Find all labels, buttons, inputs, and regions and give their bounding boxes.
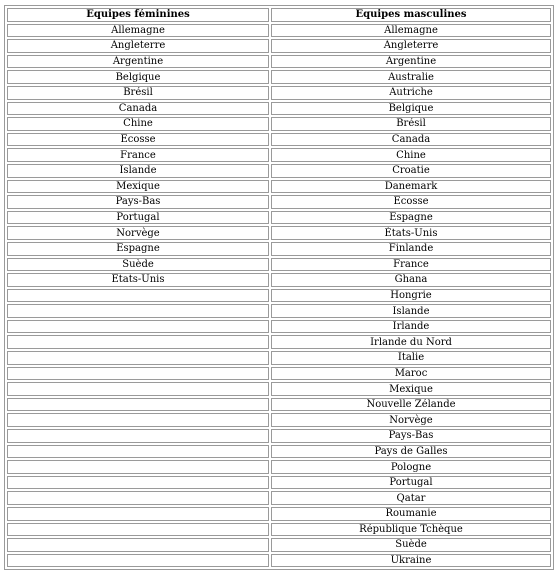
mens-team-cell: Allemagne <box>271 24 551 38</box>
table-row <box>7 304 551 318</box>
womens-team-cell: Argentine <box>7 55 269 69</box>
table-row <box>7 507 551 521</box>
teams-table-container <box>4 5 554 570</box>
womens-team-cell: Suède <box>7 258 269 272</box>
mens-team-cell: Suède <box>271 538 551 552</box>
womens-team-cell: Mexique <box>7 180 269 194</box>
womens-team-cell <box>7 429 269 443</box>
mens-team-cell: Finlande <box>271 242 551 256</box>
table-row <box>7 335 551 349</box>
mens-team-cell: Mexique <box>271 382 551 396</box>
mens-team-cell: Australie <box>271 70 551 84</box>
table-row <box>7 382 551 396</box>
table-row <box>7 39 551 53</box>
mens-team-cell: Ukraine <box>271 554 551 568</box>
mens-team-cell: Chine <box>271 148 551 162</box>
table-row <box>7 164 551 178</box>
womens-team-cell: Canada <box>7 102 269 116</box>
mens-team-cell: Argentine <box>271 55 551 69</box>
table-row <box>7 445 551 459</box>
table-row <box>7 351 551 365</box>
table-row <box>7 491 551 505</box>
table-row <box>7 242 551 256</box>
womens-team-cell <box>7 320 269 334</box>
table-row <box>7 523 551 537</box>
womens-team-cell: Espagne <box>7 242 269 256</box>
womens-team-cell <box>7 554 269 568</box>
mens-team-cell: Nouvelle Zélande <box>271 398 551 412</box>
womens-team-cell <box>7 382 269 396</box>
table-row <box>7 86 551 100</box>
womens-team-cell: Pays-Bas <box>7 195 269 209</box>
table-row <box>7 476 551 490</box>
table-row <box>7 258 551 272</box>
womens-team-cell <box>7 460 269 474</box>
womens-team-cell <box>7 398 269 412</box>
table-row <box>7 429 551 443</box>
table-row <box>7 211 551 225</box>
column-header-womens: Équipes féminines <box>7 8 269 22</box>
womens-team-cell <box>7 538 269 552</box>
mens-team-cell: Norvège <box>271 413 551 427</box>
mens-team-cell: Croatie <box>271 164 551 178</box>
table-row <box>7 70 551 84</box>
table-row <box>7 180 551 194</box>
womens-team-cell <box>7 335 269 349</box>
womens-team-cell: Écosse <box>7 133 269 147</box>
table-row <box>7 320 551 334</box>
table-row <box>7 133 551 147</box>
table-row <box>7 55 551 69</box>
womens-team-cell <box>7 507 269 521</box>
womens-team-cell: États-Unis <box>7 273 269 287</box>
mens-team-cell: Pologne <box>271 460 551 474</box>
womens-team-cell <box>7 491 269 505</box>
mens-team-cell: République Tchèque <box>271 523 551 537</box>
mens-team-cell: Brésil <box>271 117 551 131</box>
table-row <box>7 148 551 162</box>
mens-team-cell: Angleterre <box>271 39 551 53</box>
mens-team-cell: Roumanie <box>271 507 551 521</box>
womens-team-cell: Allemagne <box>7 24 269 38</box>
table-row <box>7 413 551 427</box>
table-row <box>7 398 551 412</box>
mens-team-cell: Canada <box>271 133 551 147</box>
column-header-mens: Équipes masculines <box>271 8 551 22</box>
mens-team-cell: Maroc <box>271 367 551 381</box>
mens-team-cell: Islande <box>271 304 551 318</box>
teams-table <box>4 5 554 570</box>
header-row <box>7 8 551 22</box>
womens-team-cell: France <box>7 148 269 162</box>
mens-team-cell: Écosse <box>271 195 551 209</box>
mens-team-cell: Portugal <box>271 476 551 490</box>
womens-team-cell <box>7 289 269 303</box>
table-row <box>7 226 551 240</box>
table-row <box>7 117 551 131</box>
table-row <box>7 460 551 474</box>
womens-team-cell <box>7 523 269 537</box>
mens-team-cell: France <box>271 258 551 272</box>
womens-team-cell <box>7 445 269 459</box>
mens-team-cell: Irlande du Nord <box>271 335 551 349</box>
teams-table-body <box>7 24 551 568</box>
womens-team-cell <box>7 476 269 490</box>
mens-team-cell: États-Unis <box>271 226 551 240</box>
womens-team-cell: Angleterre <box>7 39 269 53</box>
womens-team-cell: Islande <box>7 164 269 178</box>
mens-team-cell: Autriche <box>271 86 551 100</box>
womens-team-cell: Brésil <box>7 86 269 100</box>
mens-team-cell: Danemark <box>271 180 551 194</box>
table-row <box>7 289 551 303</box>
womens-team-cell <box>7 351 269 365</box>
mens-team-cell: Italie <box>271 351 551 365</box>
mens-team-cell: Irlande <box>271 320 551 334</box>
womens-team-cell: Belgique <box>7 70 269 84</box>
womens-team-cell: Norvège <box>7 226 269 240</box>
mens-team-cell: Pays de Galles <box>271 445 551 459</box>
mens-team-cell: Hongrie <box>271 289 551 303</box>
womens-team-cell: Chine <box>7 117 269 131</box>
womens-team-cell <box>7 304 269 318</box>
mens-team-cell: Qatar <box>271 491 551 505</box>
mens-team-cell: Ghana <box>271 273 551 287</box>
mens-team-cell: Pays-Bas <box>271 429 551 443</box>
table-row <box>7 554 551 568</box>
mens-team-cell: Belgique <box>271 102 551 116</box>
table-row <box>7 102 551 116</box>
womens-team-cell <box>7 413 269 427</box>
table-row <box>7 195 551 209</box>
table-row <box>7 367 551 381</box>
table-row <box>7 24 551 38</box>
womens-team-cell <box>7 367 269 381</box>
table-row <box>7 273 551 287</box>
mens-team-cell: Espagne <box>271 211 551 225</box>
table-row <box>7 538 551 552</box>
womens-team-cell: Portugal <box>7 211 269 225</box>
